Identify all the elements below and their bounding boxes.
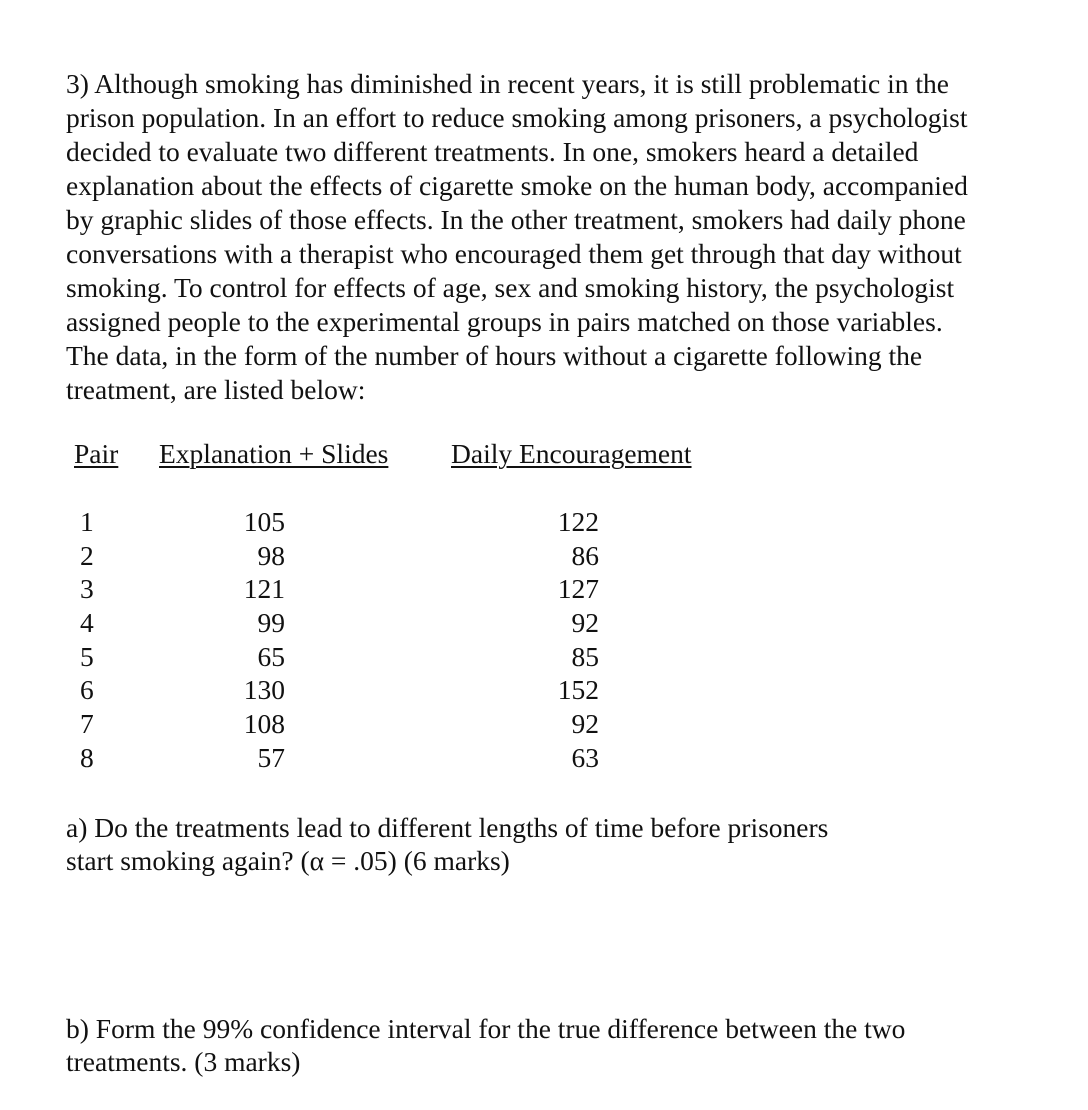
part-b-line: b) Form the 99% confidence interval for the true difference between the two xyxy=(66,1013,906,1044)
table-row xyxy=(0,539,760,573)
explanation-slides-cell: 65 xyxy=(257,640,285,672)
table-row xyxy=(0,606,760,640)
column-header-pair: Pair xyxy=(74,438,119,469)
table-row xyxy=(0,741,760,775)
part-b-line: treatments. (3 marks) xyxy=(66,1046,301,1077)
explanation-slides-cell: 108 xyxy=(243,708,285,740)
pair-cell: 2 xyxy=(80,539,94,571)
daily-encouragement-cell: 127 xyxy=(557,573,599,605)
daily-encouragement-cell: 152 xyxy=(557,674,599,706)
explanation-slides-cell: 105 xyxy=(243,506,285,537)
explanation-slides-cell: 121 xyxy=(243,573,285,605)
pair-cell: 3 xyxy=(80,573,94,605)
part-b-question xyxy=(66,1012,1056,1078)
question-line: treatment, are listed below: xyxy=(66,374,366,405)
table-row xyxy=(0,673,760,707)
question-line: by graphic slides of those effects. In the other treatment, smokers had daily phone xyxy=(66,204,966,235)
question-text xyxy=(66,67,1056,407)
pair-cell: 4 xyxy=(80,607,94,639)
daily-encouragement-cell: 86 xyxy=(571,539,599,571)
pair-cell: 7 xyxy=(80,708,94,740)
column-header-daily-encouragement: Daily Encouragement xyxy=(451,438,692,469)
part-a-line: start smoking again? (α = .05) (6 marks) xyxy=(66,845,510,876)
explanation-slides-cell: 99 xyxy=(257,607,285,639)
question-line: assigned people to the experimental groups in pairs matched on those variables. xyxy=(66,306,943,337)
pair-cell: 8 xyxy=(80,741,94,773)
table-row xyxy=(0,640,760,674)
explanation-slides-cell: 130 xyxy=(243,674,285,706)
daily-encouragement-cell: 92 xyxy=(571,607,599,639)
table-row xyxy=(0,572,760,606)
table-row xyxy=(0,707,760,741)
column-header-explanation-slides: Explanation + Slides xyxy=(159,438,389,469)
question-line: conversations with a therapist who encouraged them get through that day without xyxy=(66,238,962,269)
question-line: decided to evaluate two different treatments. In one, smokers heard a detailed xyxy=(66,136,919,167)
daily-encouragement-cell: 63 xyxy=(571,741,599,773)
question-line: explanation about the effects of cigarette smoke on the human body, accompanied xyxy=(66,170,968,201)
question-line: The data, in the form of the number of hours without a cigarette following the xyxy=(66,340,923,371)
pair-cell: 6 xyxy=(80,674,94,706)
daily-encouragement-cell: 92 xyxy=(571,708,599,740)
daily-encouragement-cell: 85 xyxy=(571,640,599,672)
pair-cell: 5 xyxy=(80,640,94,672)
table-row xyxy=(0,505,760,539)
explanation-slides-cell: 98 xyxy=(257,539,285,571)
pair-cell: 1 xyxy=(80,506,94,537)
part-a-question xyxy=(66,811,1056,877)
question-line: smoking. To control for effects of age, sex and smoking history, the psychologist xyxy=(66,272,955,303)
data-table xyxy=(0,505,760,775)
part-a-line: a) Do the treatments lead to different lengths of time before prisoners xyxy=(66,812,829,843)
explanation-slides-cell: 57 xyxy=(257,741,285,773)
question-line: prison population. In an effort to reduce smoking among prisoners, a psychologist xyxy=(66,102,968,133)
daily-encouragement-cell: 122 xyxy=(557,506,599,537)
question-line: 3) Although smoking has diminished in recent years, it is still problematic in the xyxy=(66,68,949,99)
